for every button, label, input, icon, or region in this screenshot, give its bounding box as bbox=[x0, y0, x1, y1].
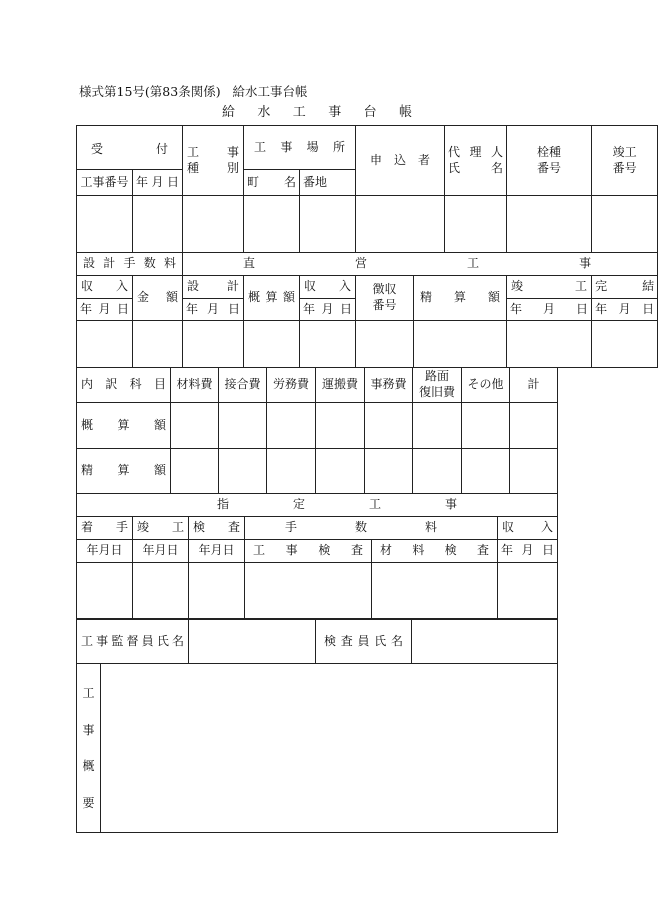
gaiyou-label bbox=[77, 664, 101, 833]
breakdown-table bbox=[76, 367, 558, 494]
zairyou-kensa-label: 材料検査 bbox=[372, 540, 498, 563]
entry-cell[interactable] bbox=[413, 403, 462, 449]
fukkyuuhi-label: 復旧費 bbox=[418, 385, 455, 399]
sekkei-label: 設計 bbox=[183, 276, 244, 299]
shuunyuu-label-4: 収入 bbox=[498, 517, 558, 540]
entry-cell[interactable] bbox=[171, 449, 219, 494]
banchi-cell bbox=[300, 170, 356, 196]
entry-cell[interactable] bbox=[183, 196, 244, 253]
kouji-shubetsu-header bbox=[183, 126, 244, 196]
nengappi-label: 年月日 bbox=[498, 540, 558, 563]
entry-cell[interactable] bbox=[414, 321, 507, 368]
nengappi-label: 年月日 bbox=[183, 299, 244, 321]
entry-cell[interactable] bbox=[133, 321, 183, 368]
document-name: 給水工事台帳 bbox=[232, 84, 308, 99]
kingaku-label: 金額 bbox=[133, 276, 183, 321]
gaiyou-char: 工 bbox=[82, 686, 95, 700]
choushuu-bangou-header bbox=[356, 276, 414, 321]
entry-cell[interactable] bbox=[316, 403, 365, 449]
nengappi-label: 年月日 bbox=[189, 540, 245, 563]
shunkou-label: 竣工 bbox=[612, 144, 637, 159]
entry-cell[interactable] bbox=[462, 403, 510, 449]
sekkei-tesuuryou-label: 設計手数料 bbox=[77, 253, 183, 276]
inspector-table bbox=[76, 619, 558, 833]
bangou-label: 番号 bbox=[372, 298, 397, 312]
gaisangaku-row-label: 概算額 bbox=[77, 403, 171, 449]
kouji-basho-label: 工事場所 bbox=[244, 126, 356, 170]
entry-cell[interactable] bbox=[356, 196, 445, 253]
shitei-kouji-table bbox=[76, 493, 558, 619]
entry-cell[interactable] bbox=[592, 196, 658, 253]
uketsuke-label: 受付 bbox=[77, 126, 183, 170]
shuunyuu-label-1: 収入 bbox=[77, 276, 133, 299]
shuunyuu-label-2: 収入 bbox=[300, 276, 356, 299]
kensain-name-field[interactable] bbox=[412, 620, 558, 664]
nengappi-label: 年月日 bbox=[77, 540, 133, 563]
shimei-label: 氏名 bbox=[448, 160, 504, 175]
jimuhi-label: 事務費 bbox=[365, 368, 413, 403]
gaiyou-entry-area[interactable] bbox=[101, 664, 558, 833]
roumuhi-label: 労務費 bbox=[267, 368, 316, 403]
entry-cell[interactable] bbox=[462, 449, 510, 494]
seisangaku-label: 精算額 bbox=[414, 276, 507, 321]
entry-cell[interactable] bbox=[219, 403, 267, 449]
entry-cell[interactable] bbox=[219, 449, 267, 494]
kenshu-bango-label: 番号 bbox=[537, 160, 562, 175]
entry-cell[interactable] bbox=[592, 321, 658, 368]
entry-cell[interactable] bbox=[244, 321, 300, 368]
entry-cell[interactable] bbox=[77, 321, 133, 368]
machi-label: 町 bbox=[247, 174, 260, 189]
form-header bbox=[79, 82, 308, 100]
entry-cell[interactable] bbox=[316, 449, 365, 494]
form-number: 様式第15号(第83条関係) bbox=[79, 84, 221, 99]
kensain-label: 検査員氏名 bbox=[316, 620, 412, 664]
uketsuke-nengappi-label: 年月日 bbox=[133, 170, 183, 196]
entry-cell[interactable] bbox=[510, 449, 558, 494]
dairinin-header bbox=[445, 126, 507, 196]
ledger-table-upper bbox=[76, 125, 658, 368]
sonota-label: その他 bbox=[462, 368, 510, 403]
shunkou-label-2: 竣工 bbox=[507, 276, 592, 299]
chakushu-label: 着手 bbox=[77, 517, 133, 540]
seisangaku-row-label: 精算額 bbox=[77, 449, 171, 494]
kei-label: 計 bbox=[510, 368, 558, 403]
kouji-bango-label: 工事番号 bbox=[77, 170, 133, 196]
gaiyou-char: 概 bbox=[82, 759, 95, 774]
chokuei-kouji-label: 直営工事 bbox=[183, 253, 658, 276]
gaiyou-char: 要 bbox=[82, 795, 95, 810]
nengappi-label: 年月日 bbox=[300, 299, 356, 321]
entry-cell[interactable] bbox=[77, 563, 133, 619]
entry-cell[interactable] bbox=[189, 563, 245, 619]
setsugouhi-label: 接合費 bbox=[219, 368, 267, 403]
entry-cell[interactable] bbox=[356, 321, 414, 368]
entry-cell[interactable] bbox=[183, 321, 244, 368]
entry-cell[interactable] bbox=[133, 563, 189, 619]
uchiwake-kamoku-label: 内訳科目 bbox=[77, 368, 171, 403]
nengappi-label: 年月日 bbox=[77, 299, 133, 321]
entry-cell[interactable] bbox=[365, 449, 413, 494]
zairyouhi-label: 材料費 bbox=[171, 368, 219, 403]
shunkou-label-4: 竣工 bbox=[133, 517, 189, 540]
entry-cell[interactable] bbox=[365, 403, 413, 449]
nengappi-label: 年月日 bbox=[133, 540, 189, 563]
romen-label: 路面 bbox=[424, 369, 449, 384]
entry-cell[interactable] bbox=[510, 403, 558, 449]
gaiyou-char: 事 bbox=[82, 722, 95, 737]
entry-cell[interactable] bbox=[133, 196, 183, 253]
entry-cell[interactable] bbox=[245, 563, 372, 619]
shunkou-header bbox=[592, 126, 658, 196]
gaisangaku-label: 概算額 bbox=[244, 276, 300, 321]
kanketsu-label: 完結 bbox=[592, 276, 658, 299]
entry-cell[interactable] bbox=[77, 196, 133, 253]
entry-cell[interactable] bbox=[445, 196, 507, 253]
kantokuin-name-field[interactable] bbox=[189, 620, 316, 664]
nengappi-label: 年月日 bbox=[507, 299, 592, 321]
entry-cell[interactable] bbox=[244, 196, 300, 253]
shitei-kouji-label: 指定工事 bbox=[77, 494, 558, 517]
kenshu-label: 栓種 bbox=[537, 144, 562, 159]
choushuu-label: 徴収 bbox=[372, 282, 397, 297]
kouji-label: 工事 bbox=[187, 144, 240, 159]
entry-cell[interactable] bbox=[267, 403, 316, 449]
entry-cell[interactable] bbox=[372, 563, 498, 619]
kouji-kensa-label: 工事検査 bbox=[245, 540, 372, 563]
mei-label: 名 bbox=[284, 174, 297, 189]
nengappi-label: 年月日 bbox=[592, 299, 658, 321]
kenshu-header bbox=[507, 126, 592, 196]
entry-cell[interactable] bbox=[171, 403, 219, 449]
unpanhi-label: 運搬費 bbox=[316, 368, 365, 403]
machi-mei-cell bbox=[244, 170, 300, 196]
romen-fukkyuuhi-header bbox=[413, 368, 462, 403]
entry-cell[interactable] bbox=[267, 449, 316, 494]
tesuuryou-label: 手数料 bbox=[245, 517, 498, 540]
entry-cell[interactable] bbox=[507, 321, 592, 368]
kensa-label: 検査 bbox=[189, 517, 245, 540]
entry-cell[interactable] bbox=[300, 196, 356, 253]
entry-cell[interactable] bbox=[413, 449, 462, 494]
dairinin-label: 代理人 bbox=[448, 144, 504, 159]
entry-cell[interactable] bbox=[498, 563, 558, 619]
banchi-label: 番地 bbox=[303, 174, 328, 189]
moushikomisha-label: 申込者 bbox=[356, 126, 445, 196]
shubetsu-label: 種別 bbox=[187, 160, 240, 175]
ledger-title: 給水工事台帳 bbox=[222, 105, 412, 120]
entry-cell[interactable] bbox=[300, 321, 356, 368]
kantokuin-label: 工事監督員氏名 bbox=[77, 620, 189, 664]
shunkou-bango-label: 番号 bbox=[612, 160, 637, 175]
entry-cell[interactable] bbox=[507, 196, 592, 253]
